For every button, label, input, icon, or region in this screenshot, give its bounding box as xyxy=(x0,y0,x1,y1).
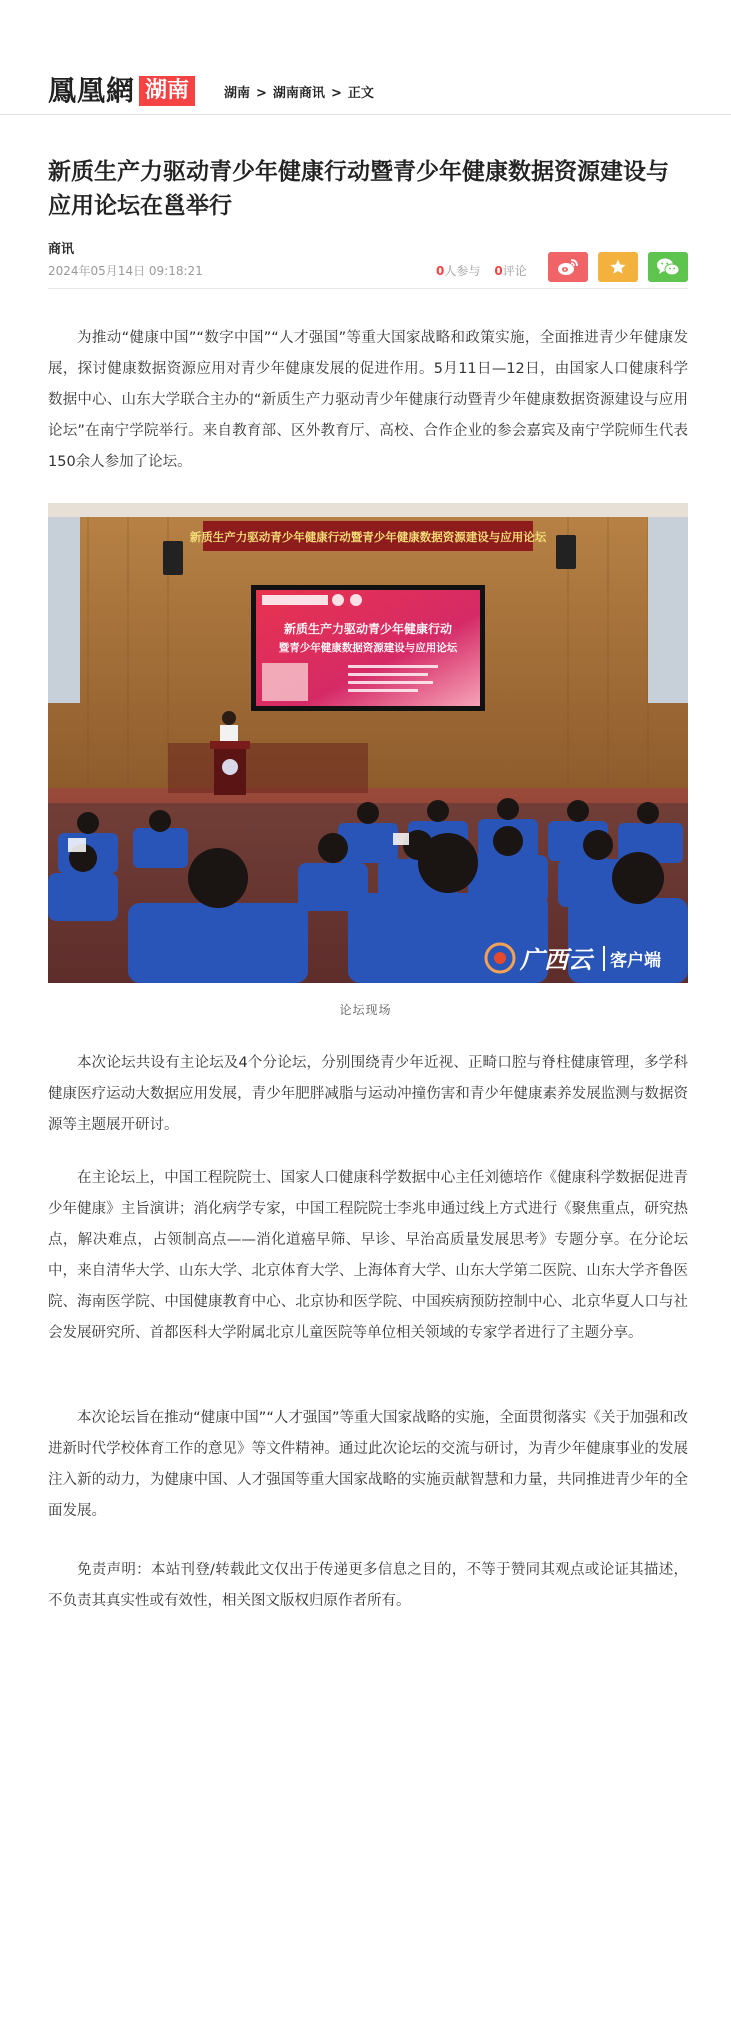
participants-count: 0 xyxy=(436,264,445,278)
participants-stat[interactable] xyxy=(436,262,480,279)
article-date: 2024年05月14日 09:18:21 xyxy=(48,264,203,278)
comments-stat[interactable] xyxy=(494,262,526,279)
wechat-icon xyxy=(656,257,680,277)
article-source[interactable]: 商讯 xyxy=(48,242,75,257)
article-paragraph: 为推动“健康中国”“数字中国”“人才强国”等重大国家战略和政策实施，全面推进青少年健康发展，探讨健康数据资源应用对青少年健康发展的促进作用。5月11日—12日，由国家人口健康科学数据中心、山东大学联合主办的“新质生产力驱动青少年健康行动暨青少年健康数据资源建设与应用论坛”在南宁学院举行。来自教育部、区外教育厅、高校、合作企业的参会嘉宾及南宁学院师生代表150余人参加了论坛。 xyxy=(48,330,688,470)
site-logo[interactable] xyxy=(48,74,195,108)
comments-label: 评论 xyxy=(502,264,527,278)
favorite-button[interactable] xyxy=(598,252,638,282)
forum-photo xyxy=(48,503,688,983)
photo-caption: 论坛现场 xyxy=(339,1003,392,1017)
participants-label: 人参与 xyxy=(444,264,481,278)
meta-divider xyxy=(48,288,688,289)
article-paragraph: 本次论坛旨在推动“健康中国”“人才强国”等重大国家战略的实施，全面贯彻落实《关于加强和改进新时代学校体育工作的意见》等文件精神。通过此次论坛的交流与研讨，为青少年健康事业的发展注入新的动力，为健康中国、人才强国等重大国家战略的实施贡献智慧和力量，共同推进青少年的全面发展。 xyxy=(48,1410,688,1519)
article-title: 新质生产力驱动青少年健康行动暨青少年健康数据资源建设与应用论坛在邕举行 xyxy=(48,159,669,219)
comments-count: 0 xyxy=(494,264,503,278)
site-header xyxy=(0,0,731,115)
breadcrumb xyxy=(224,84,374,104)
banner-text: 新质生产力驱动青少年健康行动暨青少年健康数据资源建设与应用论坛 xyxy=(189,530,547,544)
share-wechat-button[interactable] xyxy=(648,252,688,282)
share-weibo-button[interactable] xyxy=(548,252,588,282)
watermark-suffix: 客户端 xyxy=(610,951,661,971)
screen-line-2: 暨青少年健康数据资源建设与应用论坛 xyxy=(278,642,458,654)
disclaimer: 免责声明：本站刊登/转载此文仅出于传递更多信息之目的，不等于赞同其观点或论证其描述，不负责其真实性或有效性，相关图文版权归原作者所有。 xyxy=(48,1562,688,1609)
article-paragraph: 在主论坛上，中国工程院院士、国家人口健康科学数据中心主任刘德培作《健康科学数据促进青少年健康》主旨演讲；消化病学专家，中国工程院院士李兆申通过线上方式进行《聚焦重点，研究热点，解决难点，占领制高点——消化道癌早筛、早诊、早治高质量发展思考》专题分享。在分论坛中，来自清华大学、山东大学、北京体育大学、上海体育大学、山东大学第二医院、山东大学齐鲁医院、海南医学院、中国健康教育中心、北京协和医学院、中国疾病预防控制中心、北京华夏人口与社会发展研究所、首都医科大学附属北京儿童医院等单位相关领域的专家学者进行了主题分享。 xyxy=(48,1170,688,1341)
breadcrumb-separator: > xyxy=(330,86,342,101)
logo-text: 鳳凰網 xyxy=(48,74,136,107)
screen-line-1: 新质生产力驱动青少年健康行动 xyxy=(283,622,453,636)
article-stats xyxy=(436,262,527,279)
breadcrumb-separator: > xyxy=(256,86,267,101)
breadcrumb-current: 正文 xyxy=(347,86,374,101)
watermark-brand: 广西云 xyxy=(520,945,592,974)
channel-tag: 湖南 xyxy=(139,76,195,106)
star-icon xyxy=(609,258,627,276)
article-paragraph: 本次论坛共设有主论坛及4个分论坛，分别围绕青少年近视、正畸口腔与脊柱健康管理，多学科健康医疗运动大数据应用发展，青少年肥胖减脂与运动冲撞伤害和青少年健康素养发展监测与数据资源等主题展开研讨。 xyxy=(48,1055,688,1133)
breadcrumb-hunan[interactable]: 湖南 xyxy=(224,86,251,101)
weibo-icon xyxy=(557,258,579,276)
breadcrumb-hunan-news[interactable]: 湖南商讯 xyxy=(272,86,325,101)
